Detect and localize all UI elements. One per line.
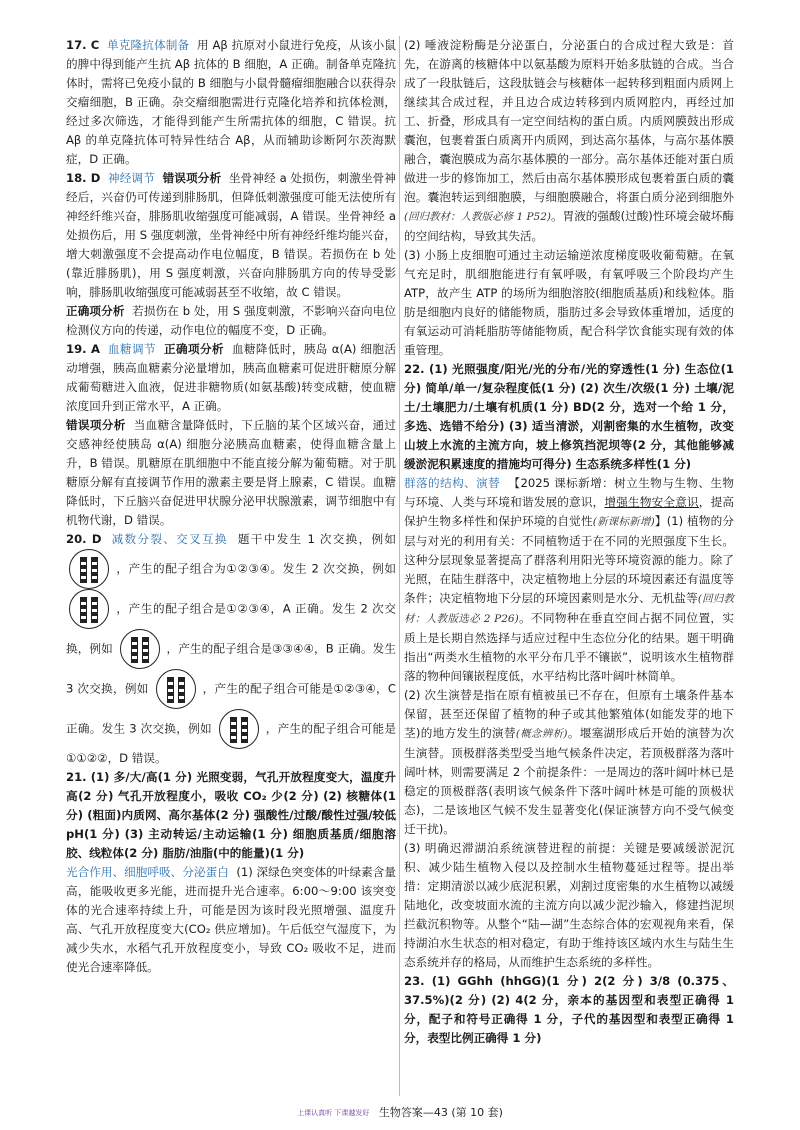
q17: [66, 36, 396, 169]
chromosome-diagram-1: [69, 549, 109, 589]
q22-analysis-1: [404, 474, 734, 686]
q20-text-f: ，产生的配子组合可能是①①②②，D 错误。: [66, 721, 397, 765]
q22-standard-a: 【2025 课标新增：树立生物与生物、生物与环境、人类与环境和谐发展的意识，: [404, 476, 734, 509]
q22-standard-underlined: 增强生物安全意识: [604, 495, 699, 509]
q21-topic-tag: 光合作用、细胞呼吸、分泌蛋白: [66, 865, 229, 879]
q22-textbook-note: (回归教材：人教版选必 2 P26): [404, 593, 734, 625]
q19-wrong-analysis: 当血糖含量降低时，下丘脑的某个区域兴奋，通过交感神经使胰岛 α(A) 细胞分泌胰高血糖素，使得血糖含量上升，B 错误。肌糖原在肌细胞中不能直接分解为葡萄糖。对于肌糖原分解有直接调节作用的激素主要是肾上腺素，C 错误。血糖降低时，下丘脑兴奋促进甲状腺分泌甲状腺激素，调节细胞中有机物代谢，D 错误。: [66, 418, 396, 527]
q19-number: 19. A: [66, 342, 100, 356]
q22-analysis-3: [404, 839, 734, 972]
q22-explanation-1d: 。不同物种在垂直空间占据不同位置，实质上是长期自然选择与适应过程中生态位分化的结果。题干明确指出“两类水生植物的水平分布几乎不镶嵌”，说明该水生植物群落的物种间镶嵌程度低，水平结构比落叶阔叶林简单。: [404, 611, 734, 683]
q19: [66, 340, 396, 416]
chromosome-diagram-2: [69, 589, 109, 629]
q21-number: 21.: [66, 770, 87, 784]
q21-answer-key: (1) 多/大/高(1 分) 光照变弱，气孔开放程度变大，温度升高(2 分) 气孔开放程度小，吸收 CO₂ 少(2 分) (2) 核糖体(1 分) (粗面)内质网、高尔基体(2 分) 强酸性/过酸/酸性过强/较低 pH(1 分) (3) 主动转运/主动运输(1 分) 细胞质基质/细胞溶胶、线粒体(2 分) 脂肪/油脂(中的能量)(1 分): [66, 770, 396, 860]
q19-part2: [66, 416, 396, 530]
q20: [66, 530, 396, 768]
chromosome-diagram-4: [156, 669, 196, 709]
footer-logo: 上课认真听 下课越发好: [297, 1109, 370, 1117]
q21-explanation-3: (3) 小肠上皮细胞可通过主动运输逆浓度梯度吸收葡萄糖。在氧气充足时，肌细胞能进行有氧呼吸，有氧呼吸三个阶段均产生 ATP，故产生 ATP 的场所为细胞溶胶(细胞质基质)和线粒体。脂肪是细胞内良好的储能物质，脂肪过多会导致体重增加，适度的有氧运动可消耗脂肪等储能物质，配合科学饮食能实现有效的体重管理。: [404, 248, 734, 357]
page-footer: [0, 1104, 800, 1120]
q18-part2: [66, 302, 396, 340]
q22-explanation-1c: 】(1) 植物的分层与对光的利用有关：不同植物适于在不同的光照强度下生长。这种分层现象显著提高了群落利用阳光等环境资源的能力。除了光照，在陆生群落中，决定植物地上分层的环境因素还有温度等条件；决定植物地下分层的环境因素则是水分、无机盐等: [404, 514, 734, 605]
q20-text-a: 题干中发生 1 次交换，例如: [237, 532, 397, 546]
q18-wrong-analysis: 坐骨神经 a 处损伤，刺激坐骨神经后，兴奋仍可传递到腓肠肌，但降低刺激强度可能无法使所有神经纤维兴奋，腓肠肌收缩强度可能减弱，A 错误。坐骨神经 a 处损伤后，用 S 强度刺激，坐骨神经中所有神经纤维均能兴奋，增大刺激强度不会提高动作电位幅度，B 错误。若损伤在 b 处(靠近腓肠肌)，用 S 强度刺激，兴奋向腓肠肌方向的传导受影响，腓肠肌收缩强度可能减弱甚至不收缩，故 C 错误。: [66, 171, 396, 299]
q20-text-e: ，产生的配子组合可能是①②③④，C 正确。发生 3 次交换，例如: [66, 681, 397, 736]
chromosome-diagram-3: [120, 629, 160, 669]
q21-part3: [404, 246, 734, 360]
q22-new-standard-note: (新课标新增): [592, 516, 655, 528]
q22-answer-key: (1) 光照强度/阳光/光的分布/光的穿透性(1 分) 生态位(1 分) 简单/单一/复杂程度低(1 分) (2) 次生/次级(1 分) 土壤/泥土/土壤肥力/土壤有机质(1 分) BD(2 分，选对一个给 1 分，多选、选错不给分) (3) 适当清淤，刈割密集的水生植物，改变山坡上水流的主流方向，坡上修筑挡泥坝等(2 分，其他能够减缓淤泥积累速度的措施均可得分) 生态系统多样性(1 分): [404, 362, 734, 471]
footer-page-label: 生物答案—43 (第 10 套): [378, 1106, 503, 1119]
q20-number: 20. D: [66, 532, 102, 546]
q22-analysis-2: [404, 686, 734, 839]
column-divider: [399, 36, 400, 1096]
q21-explanation-2: (2) 唾液淀粉酶是分泌蛋白，分泌蛋白的合成过程大致是：首先，在游离的核糖体中以氨基酸为原料开始多肽链的合成。当合成了一段肽链后，这段肽链会与核糖体一起转移到粗面内质网上继续其合成过程，并且边合成边转移到内质网腔内，再经过加工、折叠，形成具有一定空间结构的蛋白质。内质网膜鼓出形成囊泡，包裹着蛋白质离开内质网，到达高尔基体，与高尔基体膜融合，囊泡膜成为高尔基体膜的一部分。高尔基体还能对蛋白质做进一步的修饰加工，然后由高尔基体膜形成包裹着蛋白质的囊泡。囊泡转运到细胞膜，与细胞膜融合，将蛋白质分泌到细胞外: [404, 38, 734, 204]
q22-number: 22.: [404, 362, 425, 376]
q18-right-analysis-label: 正确项分析: [66, 304, 125, 318]
q22-concept-note: (概念辨析): [515, 728, 568, 740]
q19-right-analysis-label: 正确项分析: [164, 342, 224, 356]
q20-text-c: ，产生的配子组合是①②③④，A 正确。发生 2 次交换，例如: [66, 601, 396, 656]
q18-topic-tag: 神经调节: [108, 171, 155, 185]
q21-analysis: [66, 863, 396, 977]
q21-textbook-note: (回归教材：人教版必修 1 P52): [404, 211, 551, 223]
q18-wrong-analysis-label: 错误项分析: [162, 171, 222, 185]
q21-explanation-2b: 。胃液的强酸(过酸)性环境会破坏酶的空间结构，导致其失活。: [404, 209, 734, 243]
q18: [66, 169, 396, 302]
q21-answer: [66, 768, 396, 863]
q22-standard-b: ，提高保护生物多样性和保护环境的自觉性: [404, 495, 734, 528]
q18-right-analysis: 若损伤在 b 处，用 S 强度刺激，不影响兴奋向电位检测仪方向的传递，动作电位的幅度不变，D 正确。: [66, 304, 396, 337]
right-column: [404, 36, 734, 1048]
q23-answer-key: (1) GGhh (hhGG)(1 分) 2(2 分) 3/8 (0.375、37.5%)(2 分) (2) 4(2 分，亲本的基因型和表型正确得 1 分，配子和符号正确得 1 分，子代的基因型和表型正确得 1 分，表型比例正确得 1 分): [404, 974, 734, 1045]
q21-explanation-1: (1) 深绿色突变体的叶绿素含量高，能吸收更多光能，进而提升光合速率。6:00～9:00 该突变体的光合速率持续上升，可能是因为该时段光照增强、温度升高、气孔开放程度变大(CO₂ 供应增加)。午后低空气湿度下，为减少失水，水稻气孔开放程度变小，导致 CO₂ 吸收不足，进而使光合速率降低。: [66, 865, 397, 974]
q22-topic-tag: 群落的结构、演替: [404, 476, 501, 490]
q23-number: 23.: [404, 974, 425, 988]
q23-answer: [404, 972, 734, 1048]
left-column: [66, 36, 396, 977]
q22-answer: [404, 360, 734, 474]
q19-topic-tag: 血糖调节: [108, 342, 156, 356]
q17-number: 17. C: [66, 38, 100, 52]
q20-text-b: ，产生的配子组合为①②③④。发生 2 次交换，例如: [116, 561, 396, 576]
q22-explanation-2b: 。堰塞湖形成后开始的演替为次生演替。顶极群落类型受当地气候条件决定，若顶极群落为落叶阔叶林，则需要满足 2 个前提条件：一是周边的落叶阔叶林已是稳定的顶极群落(表明该气候条件下落叶阔叶林是可能的顶极状态)，二是该地区气候不发生显著变化(保证演替方向不受气候变迁干扰)。: [404, 726, 734, 836]
q22-explanation-2: (2) 次生演替是指在原有植被虽已不存在，但原有土壤条件基本保留，甚至还保留了植物的种子或其他繁殖体(如能发芽的地下茎)的地方发生的演替: [404, 688, 734, 740]
chromosome-diagram-5: [219, 709, 259, 749]
q21-part2: [404, 36, 734, 246]
q19-wrong-analysis-label: 错误项分析: [66, 418, 126, 432]
q18-number: 18. D: [66, 171, 101, 185]
q19-right-analysis: 血糖降低时，胰岛 α(A) 细胞活动增强，胰高血糖素分泌量增加，胰高血糖素可促进肝糖原分解成葡萄糖进入血液，促进非糖物质(如氨基酸)转变成糖，使血糖浓度回升到正常水平，A 正确。: [66, 342, 396, 413]
q17-topic-tag: 单克隆抗体制备: [106, 38, 190, 52]
q20-text-d: ，产生的配子组合是③③④④，B 正确。发生 3 次交换，例如: [66, 641, 396, 696]
q20-topic-tag: 减数分裂、交叉互换: [111, 532, 228, 546]
q22-explanation-3: (3) 明确迟滞湖泊系统演替进程的前提：关键是要减缓淤泥沉积、减少陆生植物入侵以及控制水生植物蔓延过程等。提出举措：定期清淤以减少底泥积累，刈割过度密集的水生植物以减缓陆地化，改变坡面水流的主流方向以减少泥沙输入，修建挡泥坝拦截沉积物等。从整个“陆—湖”生态综合体的宏观视角来看，保持湖泊水生状态的相对稳定，有助于维持该区域内水生与陆生生态系统并存的格局，从而维护生态系统的多样性。: [404, 841, 734, 969]
q17-explanation: 用 Aβ 抗原对小鼠进行免疫，从该小鼠的脾中得到能产生抗 Aβ 抗体的 B 细胞，A 正确。制备单克隆抗体时，需将已免疫小鼠的 B 细胞与小鼠骨髓瘤细胞融合以获得杂交瘤细胞，B 正确。杂交瘤细胞需进行克隆化培养和抗体检测，经过多次筛选，才能得到能产生所需抗体的细胞，C 错误。抗 Aβ 的单克隆抗体可特异性结合 Aβ，从而辅助诊断阿尔茨海默症，D 正确。: [66, 38, 396, 166]
